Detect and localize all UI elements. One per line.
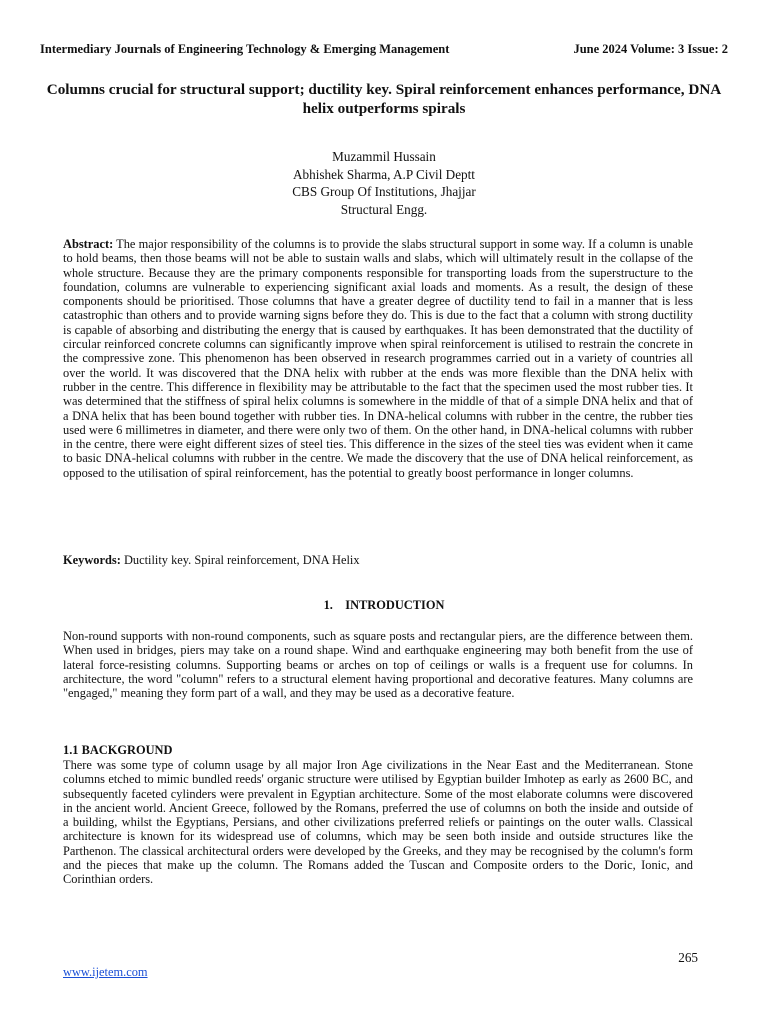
author-block: [40, 148, 728, 218]
introduction-paragraph: Non-round supports with non-round components, such as square posts and rectangular piers, are the difference between them. When used in bridges, piers may take on a round shape. Wind and earthquake engineering may both benefit from the use of lateral force-resisting columns. Supporting beams or arches on top of ceilings or walls is a frequent use for columns. In architecture, the word "column" refers to a structural element having proportional and decorative features. Many columns are "engaged," meaning they form part of a wall, and they may be used as a decorative feature.: [63, 629, 693, 701]
page-number: 265: [678, 950, 698, 965]
journal-name: Intermediary Journals of Engineering Technology & Emerging Management: [40, 42, 450, 56]
author-affiliation: Abhishek Sharma, A.P Civil Deptt: [293, 166, 475, 182]
abstract-paragraph: [63, 237, 693, 480]
paper-title: Columns crucial for structural support; ductility key. Spiral reinforcement enhances performance, DNA helix outperforms spirals: [46, 81, 722, 117]
author-department: Structural Engg.: [340, 201, 428, 217]
running-header: [40, 42, 728, 57]
keywords-line: [63, 553, 693, 567]
author-name: Muzammil Hussain: [332, 149, 436, 164]
abstract-label: Abstract:: [63, 237, 114, 251]
author-institution: CBS Group Of Institutions, Jhajjar: [292, 184, 476, 199]
background-heading: 1.1 BACKGROUND: [63, 743, 173, 757]
keywords-label: Keywords:: [63, 553, 121, 567]
introduction-heading: 1. INTRODUCTION: [323, 598, 445, 612]
journal-website-link[interactable]: www.ijetem.com: [63, 965, 148, 979]
keywords-text: Ductility key. Spiral reinforcement, DNA Helix: [123, 553, 360, 567]
issue-info: June 2024 Volume: 3 Issue: 2: [573, 42, 728, 56]
background-paragraph: There was some type of column usage by all major Iron Age civilizations in the Near East and the Mediterranean. Stone columns etched to mimic bundled reeds' organic structure were utilised by Egyptian builder Imhotep as early as 2600 BC, and subsequently faceted cylinders were prevalent in Egyptian architecture. Some of the most elaborate columns were discovered in the ancient world. Ancient Greece, followed by the Romans, preferred the use of columns on both the inside and outside of a building, whilst the Egyptians, Persians, and other civilizations preferred reliefs or paintings on the outer walls. Classical architecture is known for its widespread use of columns, which may be seen both inside and outside structures like the Parthenon. The classical architectural orders were developed by the Greeks, and they may be recognised by the column's form and the pieces that make up the column. The Romans added the Tuscan and Composite orders to the Doric, Ionic, and Corinthian orders.: [63, 758, 693, 887]
abstract-text: The major responsibility of the columns is to provide the slabs structural support in some way. If a column is unable to hold beams, then those beams will not be able to sustain walls and slabs, which will ultimately result in the collapse of the whole structure. Because they are the primary components responsible for transporting loads from the superstructure to the foundation, columns are vulnerable to experiencing significant axial loads and moments. As a result, the design of these components should be prioritised. Those columns that have a greater degree of ductility tend to fail in a manner that is less catastrophic than others and to provide warning signs before they do. This is due to the fact that a column with strong ductility is capable of absorbing and distributing the energy that is caused by earthquakes. It has been demonstrated that the ductility of circular reinforced concrete columns can significantly improve when spiral reinforcement is utilised to restrain the concrete in the compressive zone. This phenomenon has been observed in research programmes carried out in a variety of countries all over the world. It was discovered that the DNA helix with rubber at the ends was more flexible than the DNA helix with rubber in the centre. This difference in flexibility may be attributable to the fact that the specimen used the most rubber ties. It was determined that the stiffness of spiral helix columns is somewhere in the middle of that of a simple DNA helix and that of a DNA helix that has been bound together with rubber ties. In DNA-helical columns with rubber in the centre, the rubber ties used were 6 millimetres in diameter, and there were only two of them. On the other hand, in DNA-helical columns with rubber in the centre, there were eight different sizes of steel ties. This difference in the sizes of the steel ties was evident when it came to basic DNA-helical columns with rubber in the centre. We made the discovery that the use of DNA helical reinforcement, as opposed to the utilisation of spiral reinforcement, has the potential to greatly boost performance in longer columns.: [63, 237, 693, 480]
